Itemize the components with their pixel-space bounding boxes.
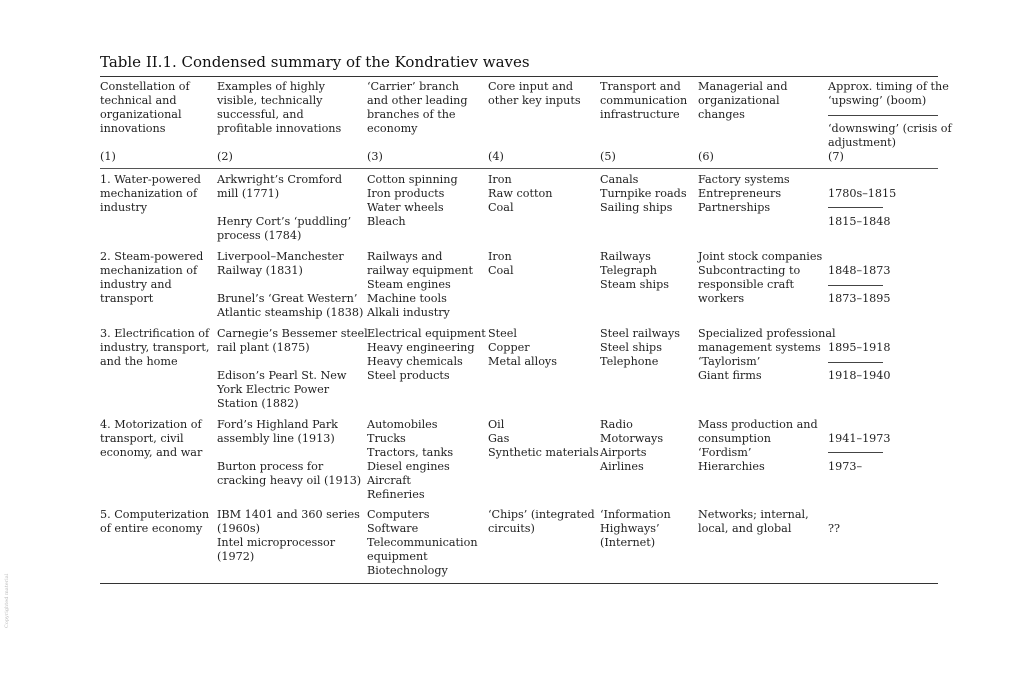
col-number-6: (6) — [698, 150, 714, 163]
header-col-6: Managerial and organizational changes — [698, 80, 788, 121]
col-number-4: (4) — [488, 150, 504, 163]
header-col-2: Examples of highly visible, technically successful, and profitable innovations — [217, 80, 342, 135]
row-upswing: 1895–1918 — [828, 341, 891, 354]
row-transport: ‘Information Highways’ (Internet) — [600, 508, 671, 549]
row-example-a: IBM 1401 and 360 series (1960s) Intel microprocessor (1972) — [217, 508, 360, 563]
row-core-input: Iron Raw cotton Coal — [488, 173, 553, 214]
row-upswing: 1941–1973 — [828, 432, 891, 445]
row-upswing: ?? — [828, 522, 840, 535]
row-core-input: Iron Coal — [488, 250, 514, 277]
header-col-3: ‘Carrier’ branch and other leading branches of the economy — [367, 80, 468, 135]
row-managerial: Networks; internal, local, and global — [698, 508, 809, 535]
row-core-input: Oil Gas Synthetic materials — [488, 418, 599, 459]
row-transport: Canals Turnpike roads Sailing ships — [600, 173, 687, 214]
row-downswing: 1918–1940 — [828, 369, 891, 382]
row-innovation: 4. Motorization of transport, civil economy, and war — [100, 418, 203, 459]
row-example-a: Arkwright’s Cromford mill (1771) — [217, 173, 343, 200]
col-number-1: (1) — [100, 150, 116, 163]
row-example-b: Edison’s Pearl St. New York Electric Power Station (1882) — [217, 369, 347, 410]
copyright-watermark: Copyrighted material — [4, 573, 10, 628]
table-top-rule — [100, 76, 938, 77]
row-example-a: Carnegie’s Bessemer steel rail plant (1875) — [217, 327, 368, 354]
row-example-a: Liverpool–Manchester Railway (1831) — [217, 250, 344, 277]
col-number-3: (3) — [367, 150, 383, 163]
row-innovation: 3. Electrification of industry, transport, and the home — [100, 327, 210, 368]
header-bottom-rule — [100, 168, 938, 169]
row-upswing: 1780s–1815 — [828, 187, 897, 200]
row-upswing: 1848–1873 — [828, 264, 891, 277]
row-timing-divider — [828, 285, 883, 286]
row-managerial: Joint stock companies Subcontracting to responsible craft workers — [698, 250, 823, 305]
header-col-1: Constellation of technical and organizational innovations — [100, 80, 190, 135]
table-caption: Table II.1. Condensed summary of the Kondratiev waves — [100, 53, 530, 71]
row-innovation: 5. Computerization of entire economy — [100, 508, 210, 535]
row-transport: Radio Motorways Airports Airlines — [600, 418, 664, 473]
row-carrier-branch: Electrical equipment Heavy engineering Heavy chemicals Steel products — [367, 327, 486, 382]
row-transport: Steel railways Steel ships Telephone — [600, 327, 681, 368]
header-col-5: Transport and communication infrastructure — [600, 80, 688, 121]
row-transport: Railways Telegraph Steam ships — [600, 250, 670, 291]
header-col-7-upswing: Approx. timing of the ‘upswing’ (boom) — [828, 80, 949, 107]
row-downswing: 1973– — [828, 460, 863, 473]
row-innovation: 2. Steam-powered mechanization of industry and transport — [100, 250, 204, 305]
col-number-5: (5) — [600, 150, 616, 163]
row-example-a: Ford’s Highland Park assembly line (1913) — [217, 418, 338, 445]
row-carrier-branch: Automobiles Trucks Tractors, tanks Diesel engines Aircraft Refineries — [367, 418, 454, 501]
header-upswing-divider — [828, 115, 938, 116]
row-example-b: Burton process for cracking heavy oil (1913) — [217, 460, 362, 487]
row-carrier-branch: Computers Software Telecommunication equipment Biotechnology — [367, 508, 478, 577]
row-downswing: 1873–1895 — [828, 292, 891, 305]
row-innovation: 1. Water-powered mechanization of industry — [100, 173, 201, 214]
header-col-4: Core input and other key inputs — [488, 80, 581, 107]
row-timing-divider — [828, 207, 883, 208]
col-number-7: (7) — [828, 150, 844, 163]
table-bottom-rule — [100, 583, 938, 584]
row-carrier-branch: Cotton spinning Iron products Water wheels Bleach — [367, 173, 458, 228]
row-timing-divider — [828, 452, 883, 453]
row-carrier-branch: Railways and railway equipment Steam engines Machine tools Alkali industry — [367, 250, 473, 319]
row-downswing: 1815–1848 — [828, 215, 891, 228]
header-col-7-downswing: ‘downswing’ (crisis of adjustment) — [828, 122, 952, 149]
row-managerial: Mass production and consumption ‘Fordism’ Hierarchies — [698, 418, 818, 473]
row-managerial: Specialized professional management systems ‘Taylorism’ Giant firms — [698, 327, 836, 382]
row-core-input: ‘Chips’ (integrated circuits) — [488, 508, 595, 535]
row-timing-divider — [828, 362, 883, 363]
col-number-2: (2) — [217, 150, 233, 163]
row-managerial: Factory systems Entrepreneurs Partnerships — [698, 173, 790, 214]
row-example-b: Brunel’s ‘Great Western’ Atlantic steamship (1838) — [217, 292, 364, 319]
row-core-input: Steel Copper Metal alloys — [488, 327, 557, 368]
row-example-b: Henry Cort’s ‘puddling’ process (1784) — [217, 215, 352, 242]
